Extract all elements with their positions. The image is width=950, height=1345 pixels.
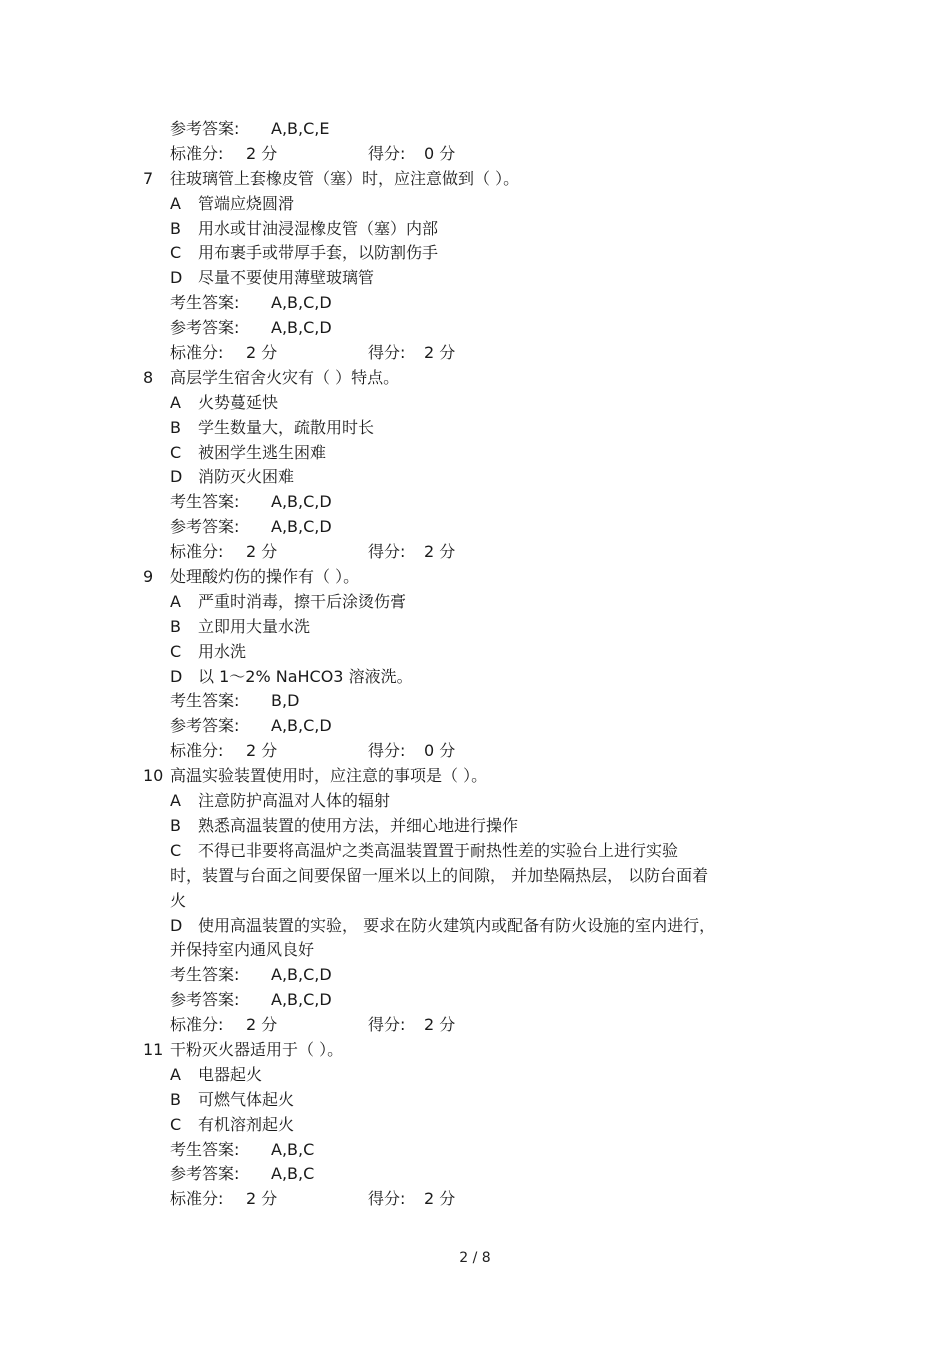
option-letter: B — [170, 417, 181, 437]
option-row — [0, 217, 950, 242]
option-text: 学生数量大，疏散用时长 — [198, 417, 375, 437]
student-answer-value: A,B,C,D — [271, 492, 332, 512]
score-row — [0, 341, 950, 366]
reference-answer-row — [0, 714, 950, 739]
earned-score-label: 得分: — [368, 542, 406, 562]
option-row — [0, 391, 950, 416]
option-text: 被困学生逃生困难 — [198, 442, 327, 462]
option-letter: D — [170, 915, 183, 935]
option-letter: C — [170, 243, 182, 263]
option-text: 用水洗 — [198, 641, 247, 661]
option-letter: B — [170, 616, 181, 636]
option-text: 熟悉高温装置的使用方法，并细心地进行操作 — [198, 815, 519, 835]
standard-score-label: 标准分: — [170, 741, 224, 761]
score-row — [0, 739, 950, 764]
option-text: 火势蔓延快 — [198, 392, 279, 412]
reference-answer-value: A,B,C,E — [271, 119, 330, 138]
option-row — [0, 665, 950, 690]
question-heading — [0, 565, 950, 590]
question-text: 高温实验装置使用时，应注意的事项是（ ）。 — [170, 766, 488, 786]
option-text: 使用高温装置的实验， 要求在防火建筑内或配备有防火设施的室内进行， — [198, 915, 716, 935]
option-text: 消防灭火困难 — [198, 467, 295, 487]
option-letter: C — [170, 840, 182, 860]
score-row — [0, 142, 950, 167]
option-letter: A — [170, 392, 181, 412]
score-row — [0, 1187, 950, 1212]
option-letter: B — [170, 815, 181, 835]
option-text: 用布裹手或带厚手套，以防割伤手 — [198, 243, 439, 263]
standard-score-label: 标准分: — [170, 143, 224, 163]
student-answer-label: 考生答案: — [170, 492, 240, 512]
earned-score-value: 2 分 — [424, 1189, 456, 1209]
student-answer-label: 考生答案: — [170, 965, 240, 985]
question-number: 9 — [143, 567, 154, 587]
option-row — [0, 839, 950, 864]
option-text: 用水或甘油浸湿橡皮管（塞）内部 — [198, 218, 439, 238]
option-row — [0, 241, 950, 266]
student-answer-value: A,B,C,D — [271, 965, 332, 985]
reference-answer-value: A,B,C,D — [271, 716, 332, 736]
standard-score-label: 标准分: — [170, 1189, 224, 1209]
option-letter: A — [170, 591, 181, 611]
reference-answer-value: A,B,C,D — [271, 318, 332, 338]
student-answer-row — [0, 291, 950, 316]
exam-content — [0, 117, 950, 1212]
student-answer-row — [0, 1138, 950, 1163]
option-letter: C — [170, 1114, 182, 1134]
question-heading — [0, 167, 950, 192]
reference-answer-value: A,B,C,D — [271, 517, 332, 537]
reference-answer-row — [0, 1162, 950, 1187]
reference-answer-value: A,B,C,D — [271, 990, 332, 1010]
option-text: 尽量不要使用薄壁玻璃管 — [198, 268, 375, 288]
option-text: 以 1～2% NaHCO3 溶液洗。 — [198, 666, 413, 686]
question-text: 往玻璃管上套橡皮管（塞）时，应注意做到（ ）。 — [170, 168, 520, 188]
option-letter: D — [170, 268, 183, 288]
option-continuation — [0, 889, 950, 914]
question-text: 干粉灭火器适用于（ ）。 — [170, 1039, 344, 1059]
option-continuation — [0, 938, 950, 963]
option-text: 有机溶剂起火 — [198, 1114, 295, 1134]
standard-score-label: 标准分: — [170, 343, 224, 363]
student-answer-value: A,B,C — [271, 1139, 315, 1159]
option-row — [0, 1113, 950, 1138]
option-text: 注意防护高温对人体的辐射 — [198, 791, 391, 811]
earned-score-label: 得分: — [368, 343, 406, 363]
option-letter: B — [170, 1089, 181, 1109]
option-letter: A — [170, 1064, 181, 1084]
option-text: 管端应烧圆滑 — [198, 193, 295, 213]
reference-answer-value: A,B,C — [271, 1164, 315, 1184]
standard-score-value: 2 分 — [246, 1189, 278, 1209]
student-answer-label: 考生答案: — [170, 1139, 240, 1159]
earned-score-label: 得分: — [368, 1015, 406, 1035]
earned-score-value: 2 分 — [424, 542, 456, 562]
reference-answer-label: 参考答案: — [170, 1164, 240, 1184]
earned-score-label: 得分: — [368, 143, 406, 163]
option-text: 可燃气体起火 — [198, 1089, 295, 1109]
question-number: 8 — [143, 367, 154, 387]
question-number: 7 — [143, 168, 154, 188]
student-answer-value: B,D — [271, 691, 300, 711]
option-row — [0, 814, 950, 839]
option-letter: A — [170, 193, 181, 213]
question-text: 高层学生宿舍火灾有（ ）特点。 — [170, 367, 400, 387]
reference-answer-label: 参考答案: — [170, 318, 240, 338]
page-number: 2 / 8 — [459, 1250, 491, 1266]
question-heading — [0, 1038, 950, 1063]
student-answer-label: 考生答案: — [170, 691, 240, 711]
question-heading — [0, 366, 950, 391]
option-row — [0, 914, 950, 939]
option-continuation-text: 火 — [170, 890, 187, 910]
option-letter: C — [170, 641, 182, 661]
standard-score-value: 2 分 — [246, 143, 278, 163]
option-text: 电器起火 — [198, 1064, 263, 1084]
reference-answer-label: 参考答案: — [170, 716, 240, 736]
earned-score-value: 2 分 — [424, 343, 456, 363]
reference-answer-label: 参考答案: — [170, 119, 240, 138]
standard-score-value: 2 分 — [246, 1015, 278, 1035]
reference-answer-label: 参考答案: — [170, 517, 240, 537]
option-letter: B — [170, 218, 181, 238]
option-row — [0, 192, 950, 217]
option-text: 立即用大量水洗 — [198, 616, 311, 636]
earned-score-value: 0 分 — [424, 741, 456, 761]
standard-score-value: 2 分 — [246, 343, 278, 363]
option-text: 严重时消毒，擦干后涂烫伤膏 — [198, 591, 407, 611]
reference-answer-label: 参考答案: — [170, 990, 240, 1010]
standard-score-label: 标准分: — [170, 1015, 224, 1035]
option-row — [0, 640, 950, 665]
question-heading — [0, 764, 950, 789]
reference-answer-row — [0, 117, 950, 142]
question-number: 11 — [143, 1039, 164, 1059]
option-continuation-text: 时，装置与台面之间要保留一厘米以上的间隙， 并加垫隔热层， 以防台面着 — [170, 865, 709, 885]
option-text: 不得已非要将高温炉之类高温装置置于耐热性差的实验台上进行实验 — [198, 840, 679, 860]
score-row — [0, 1013, 950, 1038]
earned-score-label: 得分: — [368, 1189, 406, 1209]
option-letter: C — [170, 442, 182, 462]
option-row — [0, 465, 950, 490]
option-row — [0, 789, 950, 814]
reference-answer-row — [0, 316, 950, 341]
option-continuation — [0, 864, 950, 889]
option-continuation-text: 并保持室内通风良好 — [170, 940, 315, 960]
option-row — [0, 1088, 950, 1113]
reference-answer-row — [0, 515, 950, 540]
student-answer-row — [0, 689, 950, 714]
student-answer-label: 考生答案: — [170, 293, 240, 313]
option-letter: D — [170, 467, 183, 487]
standard-score-value: 2 分 — [246, 542, 278, 562]
option-row — [0, 1063, 950, 1088]
student-answer-row — [0, 490, 950, 515]
student-answer-row — [0, 963, 950, 988]
option-letter: D — [170, 666, 183, 686]
student-answer-value: A,B,C,D — [271, 293, 332, 313]
reference-answer-row — [0, 988, 950, 1013]
option-letter: A — [170, 791, 181, 811]
question-text: 处理酸灼伤的操作有（ ）。 — [170, 567, 360, 587]
standard-score-label: 标准分: — [170, 542, 224, 562]
option-row — [0, 266, 950, 291]
option-row — [0, 416, 950, 441]
option-row — [0, 615, 950, 640]
question-number: 10 — [143, 766, 164, 786]
option-row — [0, 590, 950, 615]
standard-score-value: 2 分 — [246, 741, 278, 761]
earned-score-value: 0 分 — [424, 143, 456, 163]
earned-score-value: 2 分 — [424, 1015, 456, 1035]
earned-score-label: 得分: — [368, 741, 406, 761]
option-row — [0, 441, 950, 466]
score-row — [0, 540, 950, 565]
